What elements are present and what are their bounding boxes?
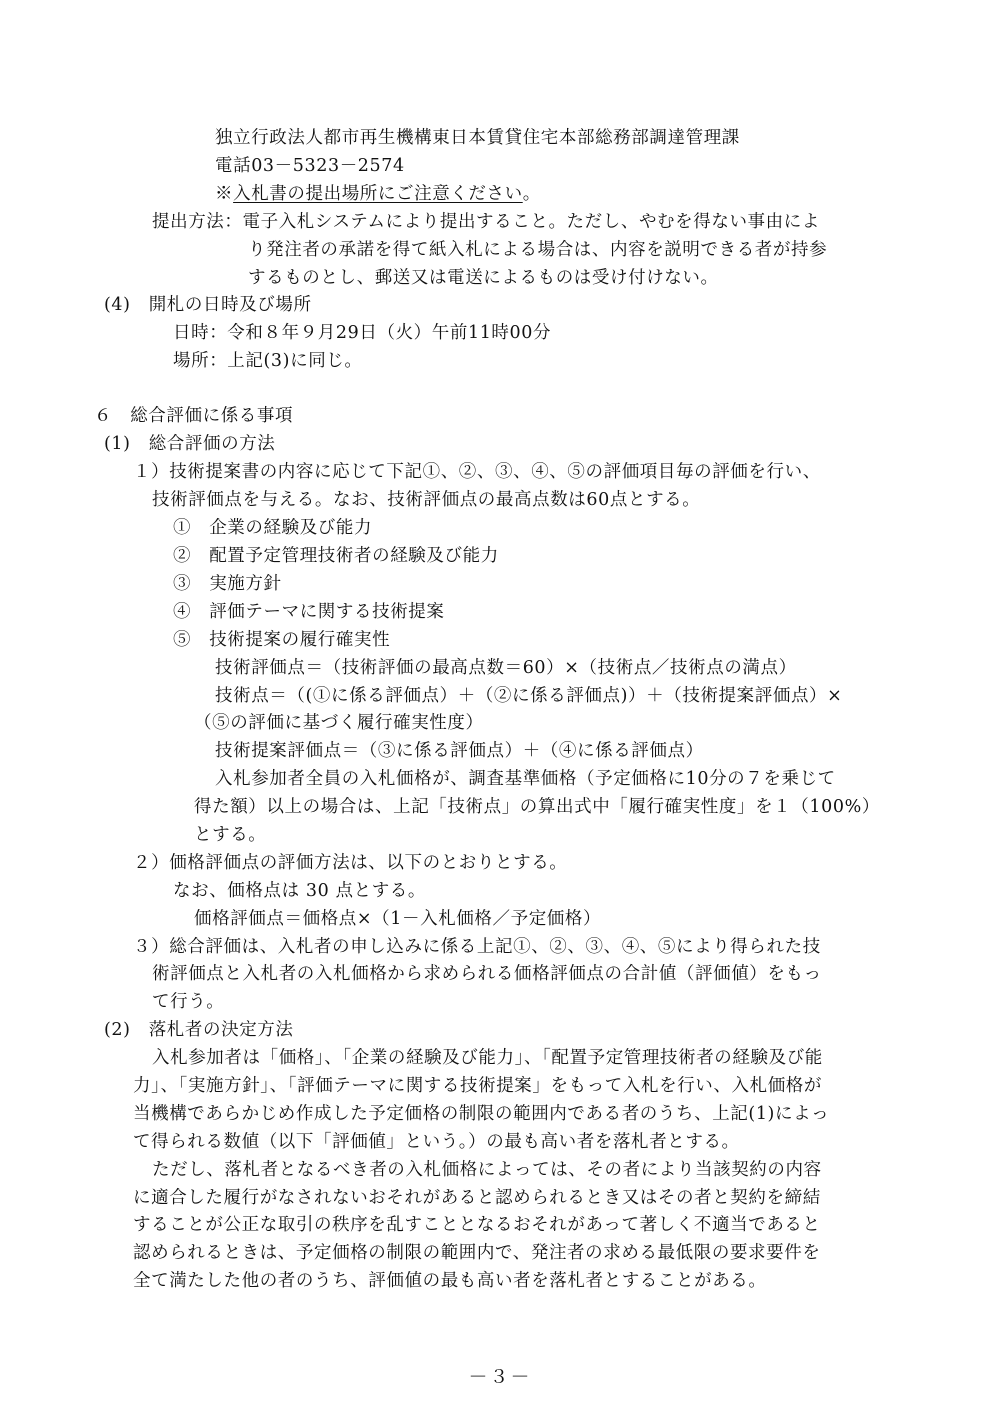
text-line: 認められるときは、予定価格の制限の範囲内で、発注者の求める最低限の要求要件を bbox=[133, 1243, 821, 1263]
opening-datetime: 日時：令和８年９月29日（火）午前11時00分 bbox=[173, 323, 552, 343]
formula-line: 技術点＝（(①に係る評価点）＋（②に係る評価点)）＋（技術提案評価点）× bbox=[215, 686, 843, 706]
text-line: することが公正な取引の秩序を乱すこととなるおそれがあって著しく不適当であると bbox=[133, 1215, 821, 1235]
formula-line: 技術提案評価点＝（③に係る評価点）＋（④に係る評価点） bbox=[215, 741, 704, 761]
text-line: 得た額）以上の場合は、上記「技術点」の算出式中「履行確実性度」を１（100%） bbox=[194, 797, 880, 817]
page-number: －３－ bbox=[468, 1366, 532, 1388]
list-item: ① 企業の経験及び能力 bbox=[173, 518, 373, 538]
text-line: 力」、「実施方針」、「評価テーマに関する技術提案」をもって入札を行い、入札価格が bbox=[133, 1076, 822, 1096]
notice-underlined: 入札書の提出場所にご注意ください bbox=[233, 184, 523, 204]
text-line: 入札参加者全員の入札価格が、調査基準価格（予定価格に10分の７を乗じて bbox=[215, 769, 836, 789]
list-item: ⑤ 技術提案の履行確実性 bbox=[173, 630, 391, 650]
text-line: ２）価格評価点の評価方法は、以下のとおりとする。 bbox=[133, 853, 568, 873]
contact-phone: 電話03－5323－2574 bbox=[215, 156, 405, 176]
text-line: 術評価点と入札者の入札価格から求められる価格評価点の合計値（評価値）をもっ bbox=[152, 964, 822, 984]
opening-place: 場所：上記(3)に同じ。 bbox=[173, 351, 363, 371]
text-line: するものとし、郵送又は電送によるものは受け付けない。 bbox=[248, 268, 719, 288]
text-line: 当機構であらかじめ作成した予定価格の制限の範囲内である者のうち、上記(1)によっ bbox=[133, 1104, 830, 1124]
text-line: なお、価格点は 30 点とする。 bbox=[173, 881, 426, 901]
text-line: ３）総合評価は、入札者の申し込みに係る上記①、②、③、④、⑤により得られた技 bbox=[133, 937, 821, 957]
section-heading: ６ 総合評価に係る事項 bbox=[94, 406, 294, 426]
text-line: ただし、落札者となるべき者の入札価格によっては、その者により当該契約の内容 bbox=[152, 1160, 822, 1180]
subsection-heading: (2) 落札者の決定方法 bbox=[104, 1020, 294, 1040]
notice-mark: ※ bbox=[215, 184, 234, 204]
text-line: 技術評価点を与える。なお、技術評価点の最高点数は60点とする。 bbox=[152, 490, 701, 510]
submission-method: 提出方法：電子入札システムにより提出すること。ただし、やむを得ない事由によ bbox=[152, 212, 820, 232]
text-line: １）技術提案書の内容に応じて下記①、②、③、④、⑤の評価項目毎の評価を行い、 bbox=[133, 462, 821, 482]
formula-line: 技術評価点＝（技術評価の最高点数＝60）×（技術点／技術点の満点） bbox=[215, 658, 797, 678]
list-item: ③ 実施方針 bbox=[173, 574, 282, 594]
formula-line: 価格評価点＝価格点×（1－入札価格／予定価格） bbox=[194, 909, 602, 929]
text-line: り発注者の承諾を得て紙入札による場合は、内容を説明できる者が持参 bbox=[248, 240, 828, 260]
text-line: て得られる数値（以下「評価値」という。）の最も高い者を落札者とする。 bbox=[133, 1132, 740, 1152]
list-item: ② 配置予定管理技術者の経験及び能力 bbox=[173, 546, 499, 566]
text-line: とする。 bbox=[194, 825, 267, 845]
text-line: て行う。 bbox=[152, 992, 225, 1012]
text-line: 全て満たした他の者のうち、評価値の最も高い者を落札者とすることがある。 bbox=[133, 1271, 767, 1291]
formula-line: （⑤の評価に基づく履行確実性度） bbox=[194, 713, 484, 733]
subsection-heading: (4) 開札の日時及び場所 bbox=[104, 295, 312, 315]
text-line: 入札参加者は「価格」、「企業の経験及び能力」、「配置予定管理技術者の経験及び能 bbox=[152, 1048, 823, 1068]
contact-office: 独立行政法人都市再生機構東日本賃貸住宅本部総務部調達管理課 bbox=[215, 128, 740, 148]
submission-notice bbox=[215, 180, 541, 208]
text-line: に適合した履行がなされないおそれがあると認められるとき又はその者と契約を締結 bbox=[133, 1188, 821, 1208]
subsection-heading: (1) 総合評価の方法 bbox=[104, 434, 276, 454]
list-item: ④ 評価テーマに関する技術提案 bbox=[173, 602, 445, 622]
notice-period: 。 bbox=[522, 184, 541, 204]
